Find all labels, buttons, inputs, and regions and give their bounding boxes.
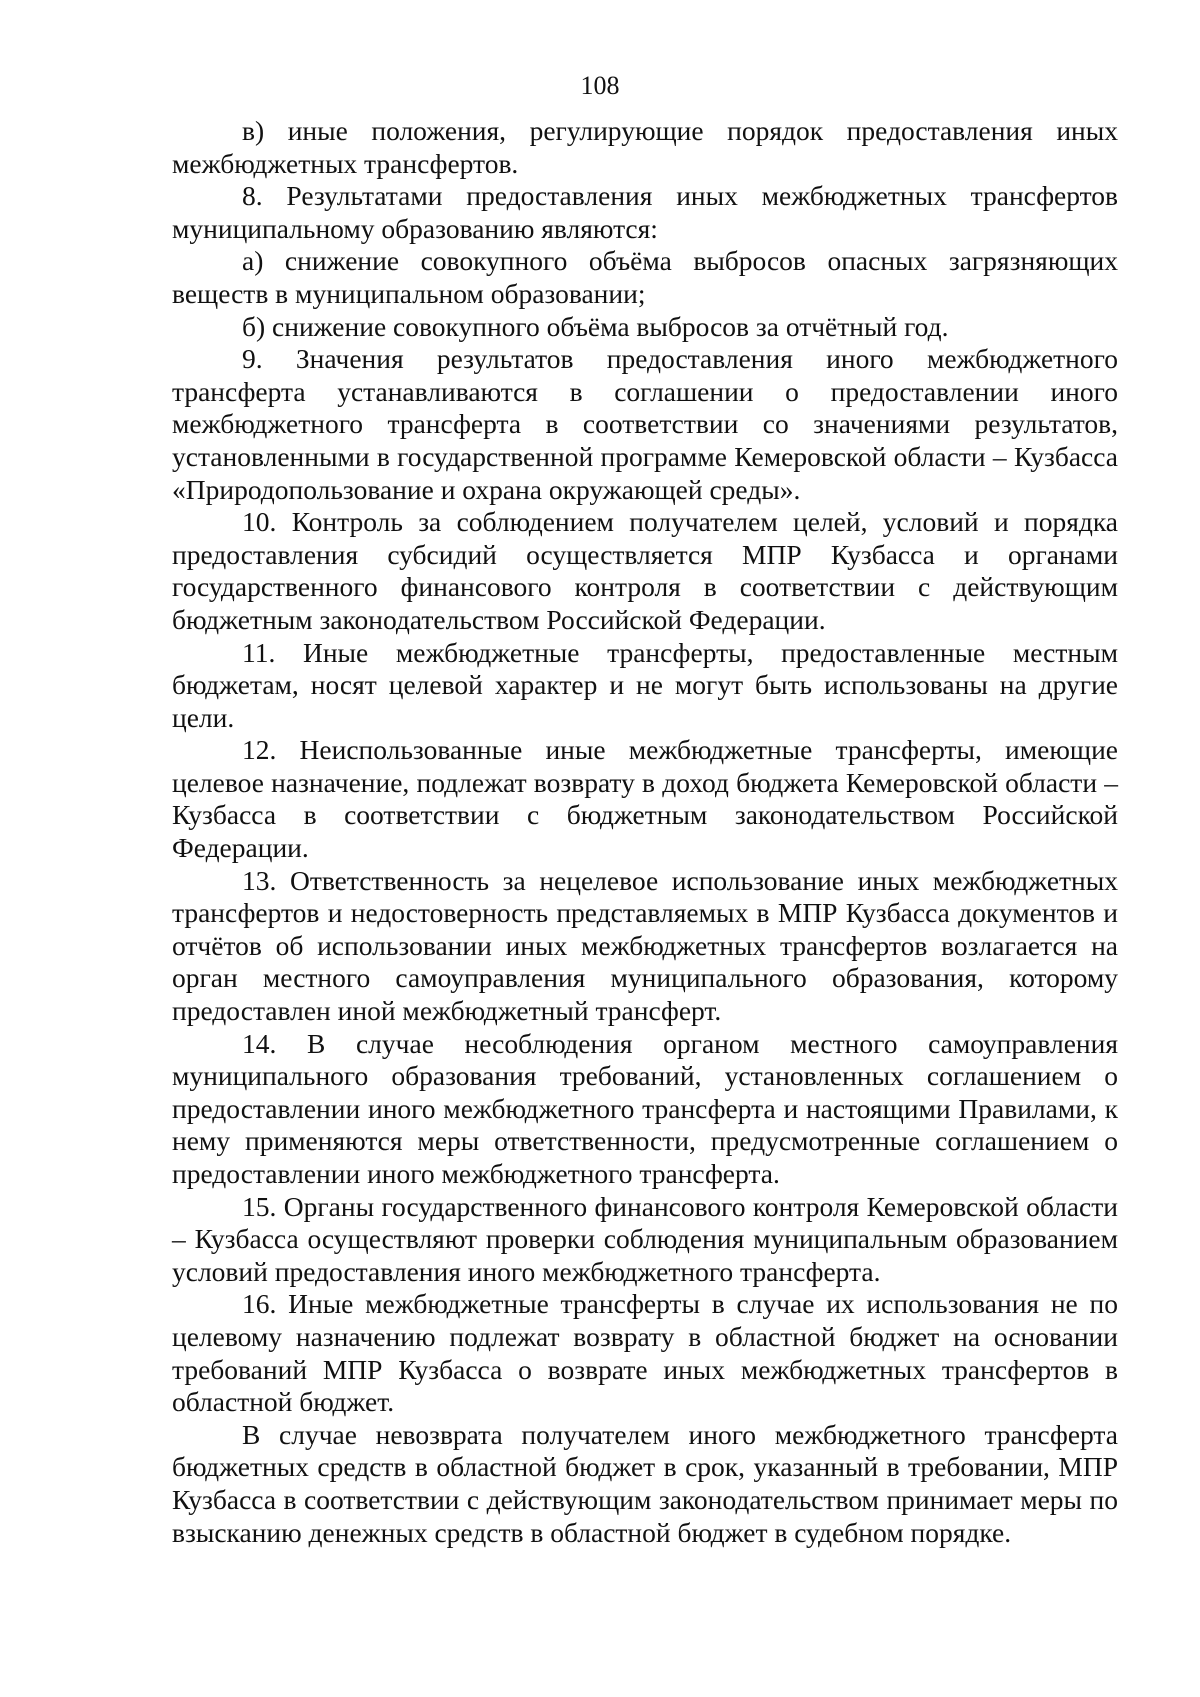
paragraph-16: 16. Иные межбюджетные трансферты в случае их использования не по целевому назначению подлежат возврату в областной бюджет на основании требований МПР Кузбасса о возврате иных межбюджетных трансфертов в областной бюджет.: [172, 1288, 1118, 1418]
paragraph-15: 15. Органы государственного финансового контроля Кемеровской области – Кузбасса осуществляют проверки соблюдения муниципальным образованием условий предоставления иного межбюджетного трансферта.: [172, 1190, 1118, 1287]
paragraph-12: 12. Неиспользованные иные межбюджетные трансферты, имеющие целевое назначение, подлежат возврату в доход бюджета Кемеровской области – Кузбасса в соответствии с бюджетным законодательством Российской Федерации.: [172, 734, 1118, 864]
paragraph-11: 11. Иные межбюджетные трансферты, предоставленные местным бюджетам, носят целевой характер и не могут быть использованы на другие цели.: [172, 636, 1118, 733]
page-number: 108: [580, 71, 620, 100]
document-body: [172, 115, 1118, 1549]
paragraph-8: 8. Результатами предоставления иных межбюджетных трансфертов муниципальному образованию являются:: [172, 180, 1118, 244]
paragraph-item-b: б) снижение совокупного объёма выбросов за отчётный год.: [242, 310, 949, 342]
paragraph-14: 14. В случае несоблюдения органом местного самоуправления муниципального образования требований, установленных соглашением о предоставлении иного межбюджетного трансферта и настоящими Правилами, к нему применяются меры ответственности, предусмотренные соглашением о предоставлении иного межбюджетного трансферта.: [172, 1027, 1118, 1189]
paragraph-9: 9. Значения результатов предоставления иного межбюджетного трансферта устанавливаются в соглашении о предоставлении иного межбюджетного трансферта в соответствии со значениями результатов, установленными в государственной программе Кемеровской области – Кузбасса «Природопользование и охрана окружающей среды».: [172, 343, 1118, 505]
paragraph-item-v: в) иные положения, регулирующие порядок предоставления иных межбюджетных трансфертов.: [172, 115, 1118, 179]
paragraph-item-a: а) снижение совокупного объёма выбросов опасных загрязняющих веществ в муниципальном образовании;: [172, 245, 1118, 309]
paragraph-13: 13. Ответственность за нецелевое использование иных межбюджетных трансфертов и недостоверность представляемых в МПР Кузбасса документов и отчётов об использовании иных межбюджетных трансфертов возлагается на орган местного самоуправления муниципального образования, которому предоставлен иной межбюджетный трансферт.: [172, 864, 1118, 1027]
paragraph-10: 10. Контроль за соблюдением получателем целей, условий и порядка предоставления субсидий осуществляется МПР Кузбасса и органами государственного финансового контроля в соответствии с действующим бюджетным законодательством Российской Федерации.: [172, 506, 1118, 635]
paragraph-16-continued: В случае невозврата получателем иного межбюджетного трансферта бюджетных средств в областной бюджет в срок, указанный в требовании, МПР Кузбасса в соответствии с действующим законодательством принимает меры по взысканию денежных средств в областной бюджет в судебном порядке.: [172, 1418, 1118, 1548]
